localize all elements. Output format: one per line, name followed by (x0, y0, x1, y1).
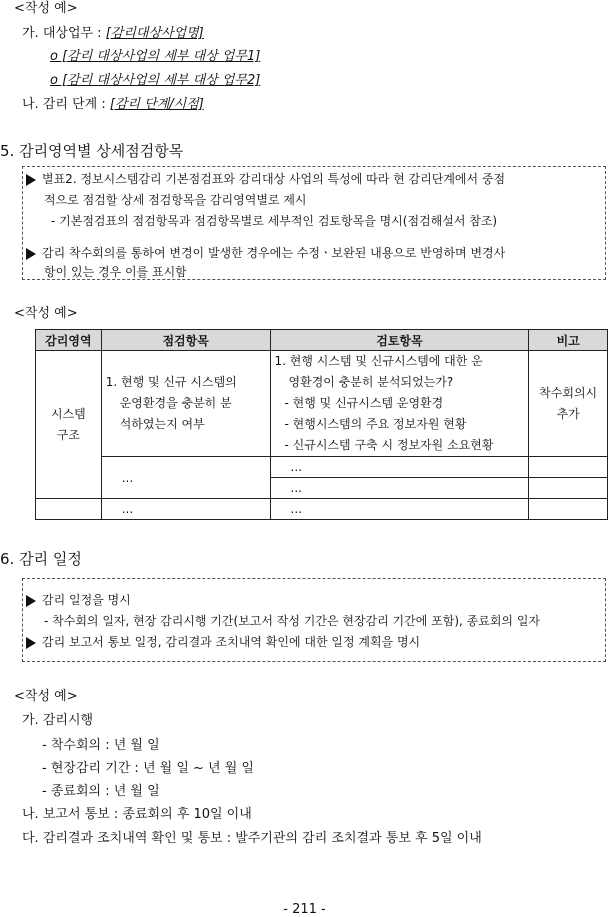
target-work-line (22, 22, 204, 41)
target-work-label: 가. 대상업무 : (22, 26, 106, 41)
section-5-title: 5. 감리영역별 상세점검항목 (0, 142, 184, 160)
audit-stage-line (22, 93, 204, 112)
target-work-sub-1: o [감리 대상사업의 세부 대상 업무1] (50, 49, 261, 64)
section-5-guide-box (22, 166, 606, 280)
table-row (36, 351, 608, 457)
header-review-item: 검토항목 (270, 330, 529, 351)
audit-stage-value: [감리 단계/시점] (109, 97, 204, 112)
example-heading-3: <작성 예> (14, 689, 78, 704)
cell-audit-area: 시스템 구조 (36, 351, 102, 499)
cell-review-item-ellipsis: ... (270, 457, 529, 478)
cell-check-item: 1. 현행 및 신규 시스템의 운영환경을 충분히 분 석하였는지 여부 (101, 351, 270, 457)
schedule-kickoff: - 착수회의 : 년 월 일 (42, 738, 160, 753)
triangle-bullet-icon (26, 595, 36, 607)
cell-review-item: 1. 현행 시스템 및 신규시스템에 대한 운 영환경이 충분히 분석되었는가? - 현행 및 신규시스템 운영환경 - 현행시스템의 주요 정보자원 현황 - 신규시스템 구축 시 정보자원 소요현황 (270, 351, 529, 457)
schedule-closing: - 종료회의 : 년 월 일 (42, 784, 160, 799)
schedule-da: 다. 감리결과 조치내역 확인 및 통보 : 발주기관의 감리 조치결과 통보 후 5일 이내 (22, 831, 482, 846)
schedule-guide-line-1: 감리 일정을 명시 (26, 591, 131, 608)
cell-remarks-empty (529, 499, 608, 520)
page-number: - 211 - (283, 902, 326, 917)
schedule-field-period: - 현장감리 기간 : 년 월 일 ~ 년 월 일 (42, 761, 254, 776)
schedule-guide-line-3: 감리 보고서 통보 일정, 감리결과 조치내역 확인에 대한 일정 계획을 명시 (26, 633, 420, 650)
cell-check-item-ellipsis: ... (101, 499, 270, 520)
section-6-title: 6. 감리 일정 (0, 550, 82, 568)
audit-stage-label: 나. 감리 단계 : (22, 97, 110, 112)
guide-line-1: 별표2. 정보시스템감리 기본점검표와 감리대상 사업의 특성에 따라 현 감리단계에서 중점 (26, 170, 505, 187)
guide-line-5: 항이 있는 경우 이를 표시함 (44, 265, 187, 279)
guide-line-3: - 기본점검표의 점검항목과 점검항목별로 세부적인 검토항목을 명시(점검해설서 참조) (51, 214, 498, 228)
schedule-na: 나. 보고서 통보 : 종료회의 후 10일 이내 (22, 807, 252, 822)
table-row (36, 499, 608, 520)
target-work-value: [감리대상사업명] (105, 26, 204, 41)
header-check-item: 점검항목 (101, 330, 270, 351)
table-row (36, 457, 608, 478)
guide-line-2: 적으로 점검할 상세 점검항목을 감리영역별로 제시 (44, 193, 307, 207)
section-6-guide-box (22, 578, 606, 662)
cell-remarks-empty (529, 457, 608, 478)
schedule-guide-line-2: - 착수회의 일자, 현장 감리시행 기간(보고서 작성 기간은 현장감리 기간에 포함), 종료회의 일자 (44, 614, 541, 628)
cell-remarks: 착수회의시 추가 (529, 351, 608, 457)
example-heading-2: <작성 예> (14, 306, 78, 321)
example-heading-1: <작성 예> (14, 1, 78, 16)
target-work-sub-2: o [감리 대상사업의 세부 대상 업무2] (50, 73, 261, 88)
cell-remarks-empty (529, 478, 608, 499)
schedule-ga: 가. 감리시행 (22, 713, 94, 728)
triangle-bullet-icon (26, 174, 36, 186)
cell-check-item-ellipsis: ... (101, 457, 270, 499)
guide-line-4: 감리 착수회의를 통하여 변경이 발생한 경우에는 수정ㆍ보완된 내용으로 반영하며 변경사 (26, 244, 505, 261)
table-header-row (36, 330, 608, 351)
triangle-bullet-icon (26, 637, 36, 649)
triangle-bullet-icon (26, 248, 36, 260)
inspection-items-table (35, 329, 608, 520)
cell-review-item-ellipsis: ... (270, 478, 529, 499)
header-remarks: 비고 (529, 330, 608, 351)
cell-review-item-ellipsis: ... (270, 499, 529, 520)
header-audit-area: 감리영역 (36, 330, 102, 351)
cell-area-empty (36, 499, 102, 520)
